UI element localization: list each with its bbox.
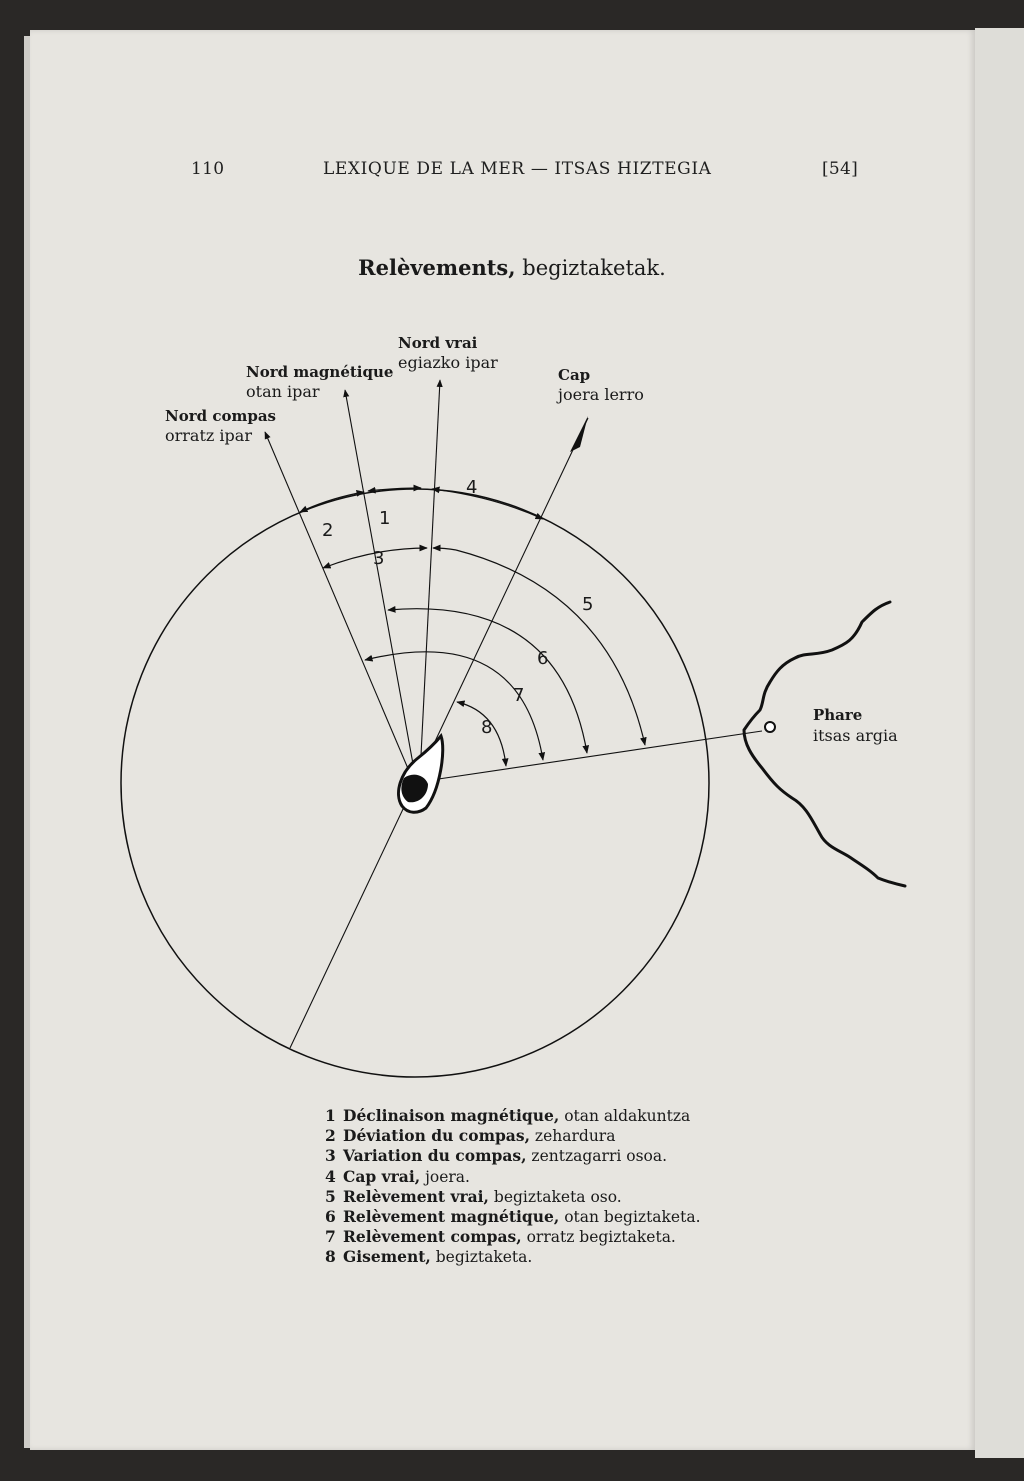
legend-term-fr: Relèvement magnétique, xyxy=(343,1207,560,1227)
arc-3-end xyxy=(433,548,456,550)
arc-number-3: 3 xyxy=(373,548,385,569)
legend-term-fr: Déclinaison magnétique, xyxy=(343,1106,560,1125)
legend-item xyxy=(325,1187,701,1207)
boat-icon xyxy=(399,736,443,812)
label-nord-compas: Nord compas xyxy=(165,407,276,425)
legend-term-fr: Relèvement compas, xyxy=(343,1227,522,1247)
heading-line xyxy=(290,418,588,1048)
heading-arrowhead xyxy=(570,416,588,452)
label-joera-lerro: joera lerro xyxy=(558,385,644,404)
legend-item xyxy=(325,1146,701,1166)
label-nord-vrai: Nord vrai xyxy=(398,334,478,352)
running-title: LEXIQUE DE LA MER — ITSAS HIZTEGIA xyxy=(323,159,712,179)
arc-number-5: 5 xyxy=(582,594,594,615)
label-itsas-argia: itsas argia xyxy=(813,726,898,745)
legend-term-eu: otan aldakuntza xyxy=(564,1107,691,1125)
legend-term-eu: otan begiztaketa. xyxy=(564,1208,701,1227)
arc-number-4: 4 xyxy=(466,477,478,498)
legend-item xyxy=(325,1247,701,1267)
legend-term-eu: joera. xyxy=(425,1167,470,1186)
label-nord-magnetique: Nord magnétique xyxy=(246,363,394,381)
legend-number: 1 xyxy=(325,1106,336,1125)
legend-term-eu: begiztaketa oso. xyxy=(493,1187,622,1206)
legend-number: 2 xyxy=(325,1126,336,1146)
legend-term-eu: zehardura xyxy=(534,1127,616,1146)
nord-compas-line xyxy=(265,432,412,778)
lighthouse-bearing-line xyxy=(425,731,762,781)
legend-number: 5 xyxy=(325,1186,336,1206)
section-number: [54] xyxy=(822,159,859,179)
lighthouse-icon xyxy=(765,722,775,732)
legend-term-eu: orratz begiztaketa. xyxy=(526,1228,676,1247)
title-basque: begiztaketak. xyxy=(522,256,666,280)
arc-number-2: 2 xyxy=(322,520,334,541)
legend-term-fr: Variation du compas, xyxy=(343,1146,527,1166)
title-french: Relèvements, xyxy=(358,255,516,280)
legend-number: 7 xyxy=(325,1227,336,1247)
label-cap: Cap xyxy=(558,366,591,384)
legend-number: 3 xyxy=(325,1146,336,1166)
legend-term-eu: begiztaketa. xyxy=(435,1248,533,1267)
label-phare: Phare xyxy=(813,706,863,724)
legend xyxy=(325,1106,701,1268)
nord-magnetique-line xyxy=(345,390,415,775)
nord-vrai-line xyxy=(420,380,440,775)
legend-term-fr: Cap vrai, xyxy=(343,1166,421,1186)
arc-number-1: 1 xyxy=(379,508,391,529)
legend-term-fr: Gisement, xyxy=(343,1247,431,1267)
legend-item xyxy=(325,1207,701,1227)
legend-number: 4 xyxy=(325,1166,336,1186)
legend-number: 6 xyxy=(325,1207,336,1227)
legend-item xyxy=(325,1167,701,1187)
page-number: 110 xyxy=(191,159,225,179)
arc-number-6: 6 xyxy=(537,648,549,669)
arc-number-7: 7 xyxy=(513,685,525,706)
legend-item xyxy=(325,1227,701,1247)
label-orratz-ipar: orratz ipar xyxy=(165,426,252,445)
legend-term-fr: Relèvement vrai, xyxy=(343,1186,489,1206)
label-otan-ipar: otan ipar xyxy=(246,382,320,401)
legend-number: 8 xyxy=(325,1247,336,1267)
arc-4 xyxy=(432,489,543,519)
label-egiazko-ipar: egiazko ipar xyxy=(398,353,498,372)
legend-term-fr: Déviation du compas, xyxy=(343,1126,530,1146)
legend-term-eu: zentzagarri osoa. xyxy=(531,1147,668,1166)
legend-item xyxy=(325,1106,701,1126)
arc-number-8: 8 xyxy=(481,717,493,738)
legend-item xyxy=(325,1126,701,1146)
